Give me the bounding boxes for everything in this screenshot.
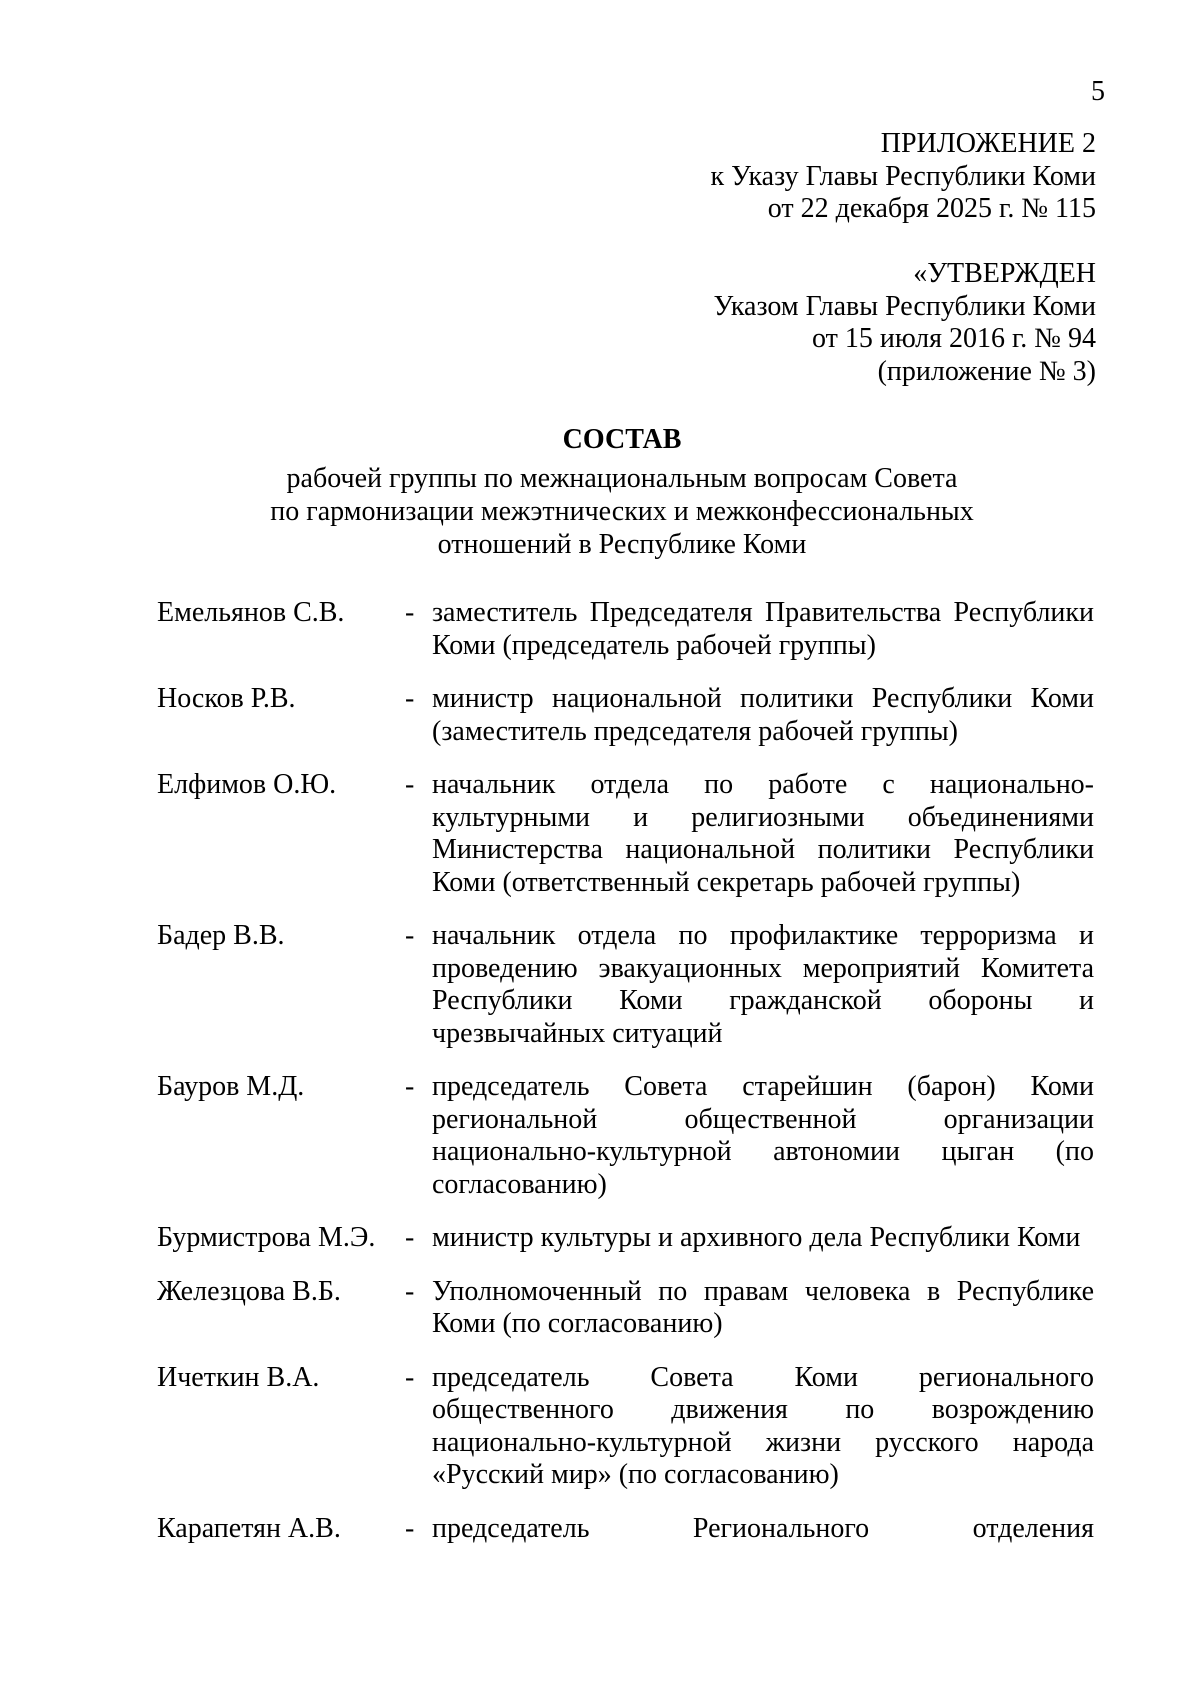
- member-list: [157, 597, 1094, 1566]
- member-dash: -: [405, 1512, 415, 1544]
- member-name: Железцова В.Б.: [157, 1275, 341, 1307]
- member-name: Бурмистрова М.Э.: [157, 1222, 376, 1253]
- member-row: [157, 1222, 1094, 1255]
- member-role: председатель Совета Коми регионального общественного движения по возрождению национально-культурной жизни русского народа «Русский мир» (по согласованию): [432, 1361, 1094, 1490]
- member-role: начальник отдела по работе с национально-культурными и религиозными объединениями Министерства национальной политики Республики Коми (ответственный секретарь рабочей группы): [432, 769, 1094, 898]
- member-role: заместитель Председателя Правительства Республики Коми (председатель рабочей группы): [432, 597, 1094, 661]
- document-subtitle-line-2: по гармонизации межэтнических и межконфессиональных: [270, 496, 974, 527]
- member-row: [157, 920, 1094, 1050]
- member-row: [157, 1513, 1094, 1546]
- member-role: начальник отдела по профилактике терроризма и проведению эвакуационных мероприятий Комитета Республики Коми гражданской обороны и чрезвычайных ситуаций: [432, 920, 1094, 1049]
- appendix-block: [711, 128, 1096, 226]
- member-role: председатель Регионального отделения: [432, 1512, 1094, 1544]
- member-role: министр национальной политики Республики Коми (заместитель председателя рабочей группы): [432, 683, 1094, 747]
- member-name: Носков Р.В.: [157, 683, 296, 714]
- approval-title: «УТВЕРЖДЕН: [913, 258, 1096, 289]
- document-subtitle-line-3: отношений в Республике Коми: [437, 529, 807, 560]
- member-name: Бадер В.В.: [157, 920, 285, 951]
- approval-block: [714, 258, 1096, 388]
- member-role: председатель Совета старейшин (барон) Коми региональной общественной организации национально-культурной автономии цыган (по согласованию): [432, 1071, 1094, 1200]
- member-row: [157, 1071, 1094, 1201]
- member-dash: -: [405, 769, 415, 800]
- member-dash: -: [405, 1222, 415, 1253]
- member-dash: -: [405, 1361, 415, 1393]
- member-dash: -: [405, 920, 415, 951]
- document-title: СОСТАВ: [562, 424, 682, 455]
- member-name: Бауров М.Д.: [157, 1071, 305, 1102]
- appendix-title: ПРИЛОЖЕНИЕ 2: [880, 128, 1096, 159]
- member-name: Емельянов С.В.: [157, 597, 345, 628]
- member-dash: -: [405, 683, 415, 714]
- member-dash: -: [405, 1071, 415, 1102]
- document-heading: [0, 421, 1200, 561]
- member-dash: -: [405, 597, 415, 628]
- approval-appendix-ref: (приложение № 3): [877, 355, 1096, 387]
- approval-decree-date: от 15 июля 2016 г. № 94: [812, 323, 1096, 354]
- member-role: Уполномоченный по правам человека в Республике Коми (по согласованию): [432, 1275, 1094, 1339]
- member-row: [157, 597, 1094, 662]
- member-name: Елфимов О.Ю.: [157, 769, 337, 800]
- member-row: [157, 769, 1094, 899]
- document-subtitle-line-1: рабочей группы по межнациональным вопросам Совета: [286, 463, 958, 494]
- appendix-decree-date: от 22 декабря 2025 г. № 115: [767, 193, 1096, 224]
- member-row: [157, 1276, 1094, 1341]
- approval-decree-ref: Указом Главы Республики Коми: [713, 290, 1096, 322]
- member-row: [157, 683, 1094, 748]
- page-number: 5: [1091, 76, 1105, 107]
- member-name: Карапетян А.В.: [157, 1512, 341, 1544]
- member-name: Ичеткин В.А.: [157, 1361, 320, 1393]
- member-role: министр культуры и архивного дела Республики Коми: [432, 1222, 1081, 1253]
- member-dash: -: [405, 1275, 415, 1307]
- appendix-decree-ref: к Указу Главы Республики Коми: [710, 160, 1096, 192]
- member-row: [157, 1362, 1094, 1492]
